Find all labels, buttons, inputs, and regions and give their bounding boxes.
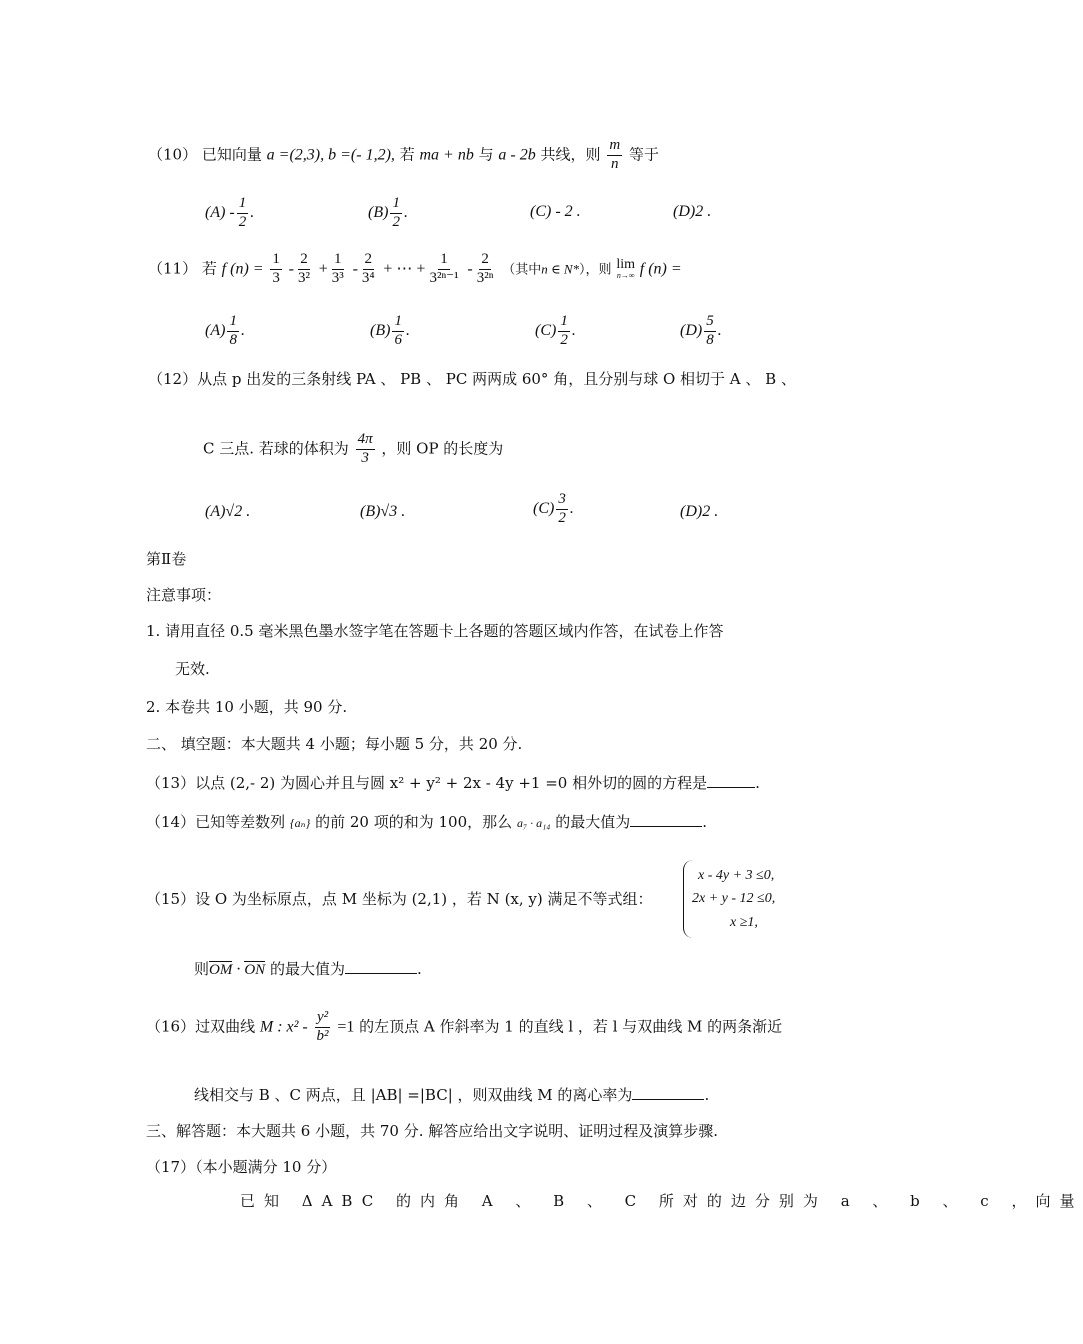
option-a: (A)√2 . — [205, 503, 251, 520]
question-12-line2: C 三点. 若球的体积为 $\frac{4\pi}{3}$ ，则 OP 的长度为 — [203, 431, 504, 466]
question-10 — [148, 138, 659, 173]
option-c: (C) $\frac{3}{2}$ . — [533, 491, 574, 526]
limit: lim n→∞ — [616, 257, 635, 281]
option-d: (D)2 . — [680, 503, 719, 520]
term: $\frac{1}{3}$ — [272, 251, 280, 286]
fraction: $\frac{4\pi}{3}$ — [357, 431, 373, 466]
notice-item-1-cont: 无效. — [175, 660, 210, 678]
option-a: (A) - $\frac{1}{2}$ . — [205, 195, 255, 230]
question-text: 若 — [399, 145, 415, 164]
part-title: 第Ⅱ卷 — [146, 550, 187, 568]
question-text: 已知向量 — [201, 145, 262, 164]
question-13: （13）以点 (2,- 2) 为圆心并且与圆 x² + y² + 2x - 4y +1 =0 相外切的圆的方程是 . — [146, 774, 760, 792]
term: $\frac{1}{\text{3²ⁿ⁻¹}}$ — [429, 251, 459, 286]
term: $\frac{1}{\text{3³}}$ — [331, 251, 344, 286]
option-d: (D) $\frac{5}{8}$ . — [680, 313, 722, 348]
question-16: （16）过双曲线 M : x² - $\frac{\text{y²}}{\text{b²}}$ =1 的左顶点 A 作斜率为 1 的直线 l ，若 l 与双曲线 M 的两条渐近 — [146, 1009, 783, 1044]
option-d: (D)2 . — [673, 203, 712, 220]
section-heading: 二、 填空题：本大题共 4 小题；每小题 5 分，共 20 分. — [146, 735, 523, 753]
question-16-line2: 线相交与 B 、C 两点，且 |AB| =|BC| ，则双曲线 M 的离心率为 . — [194, 1086, 710, 1104]
math-expression: f (n) = — [221, 260, 264, 278]
question-text: 共线，则 — [540, 145, 601, 164]
fraction: $\frac{\text{y²}}{\text{b²}}$ — [316, 1009, 329, 1044]
question-text: 若 — [201, 259, 217, 278]
question-number: （11） — [148, 259, 198, 278]
option-b: (B)√3 . — [360, 503, 406, 520]
answer-blank — [630, 812, 702, 827]
notice-heading: 注意事项： — [146, 586, 222, 604]
math-expression: a =(2,3), b =(- 1,2), — [266, 146, 395, 164]
notice-item-2: 2. 本卷共 10 小题，共 90 分. — [146, 698, 348, 716]
question-15: （15）设 O 为坐标原点，点 M 坐标为 (2,1) ，若 N (x, y) 满足不等式组： — [146, 890, 653, 908]
option-b: (B) $\frac{1}{6}$ . — [370, 313, 410, 348]
option-a: (A) $\frac{1}{8}$ . — [205, 313, 245, 348]
vector: ON — [244, 962, 266, 978]
question-text: 与 — [478, 145, 494, 164]
option-c: (C) - 2 . — [530, 203, 581, 220]
math-expression: a - 2b — [498, 146, 536, 164]
question-15-line2: 则OM · ON 的最大值为 . — [194, 960, 422, 978]
notice-item-1: 1. 请用直径 0.5 毫米黑色墨水签字笔在答题卡上各题的答题区域内作答，在试卷上作答 — [146, 622, 724, 640]
question-text: 等于 — [628, 145, 659, 164]
term: $\frac{2}{\text{3⁴}}$ — [361, 251, 375, 286]
section-heading: 三、解答题：本大题共 6 小题，共 70 分. 解答应给出文字说明、证明过程及演算步骤. — [146, 1122, 719, 1140]
option-b: (B) $\frac{1}{2}$ . — [368, 195, 408, 230]
question-17-head: （17）（本小题满分 10 分） — [146, 1158, 337, 1176]
term: $\frac{2}{\text{3²}}$ — [297, 251, 310, 286]
inequality-system: x - 4y + 3 ≤0, 2x + y - 12 ≤0, x ≥1, — [683, 860, 814, 938]
question-12: （12）从点 p 出发的三条射线 PA 、 PB 、 PC 两两成 60° 角，且分别与球 O 相切于 A 、 B 、 — [148, 370, 796, 388]
option-c: (C) $\frac{1}{2}$ . — [535, 313, 576, 348]
answer-blank — [707, 773, 755, 788]
answer-blank — [345, 959, 417, 974]
vector: OM — [209, 962, 233, 978]
answer-blank — [632, 1085, 704, 1100]
fraction: $\frac{m}{n}$ — [609, 137, 621, 172]
math-expression: ma + nb — [419, 146, 474, 164]
term: $\frac{2}{\text{3²ⁿ}}$ — [476, 251, 494, 286]
question-11: （11） 若 f (n) = $\frac{1}{3}$ - $\frac{2}{\text{3²}}$ + $\frac{1}{\text{3³}}$ - $\frac{2}{\text{3⁴}}$ + ⋯ + $\frac{1}{\text{3²ⁿ⁻¹}}$ - $\frac{2}{\text{3²ⁿ}}$ （其中n ∈ N*），则 lim n→∞ f (n) = — [148, 251, 682, 286]
question-14: （14）已知等差数列 {aₙ} 的前 20 项的和为 100，那么 a₇ · a₁₄ 的最大值为 . — [146, 813, 708, 831]
question-17-text: 已知 ΔABC 的内角 A 、 B 、 C 所对的边分别为 a 、 b 、 c ，向量 — [240, 1192, 1083, 1210]
question-number: （10） — [148, 145, 198, 164]
